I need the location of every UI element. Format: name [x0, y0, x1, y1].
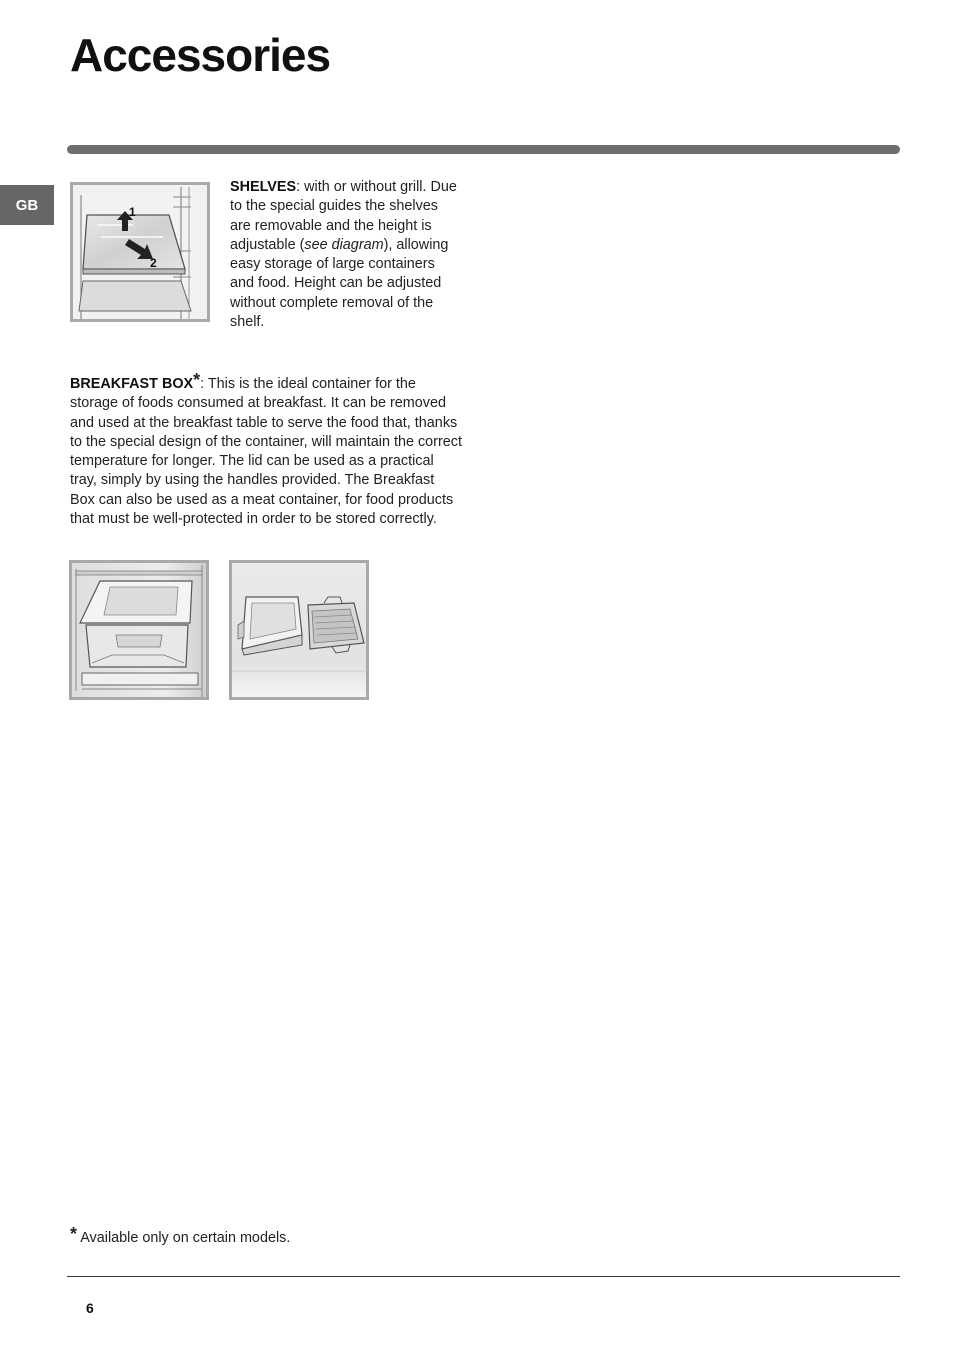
- page-title: Accessories: [70, 29, 331, 81]
- breakfast-box-description: [70, 371, 462, 529]
- breakfast-box-text: : This is the ideal container for the storage of foods consumed at breakfast. It can be removed and used at the breakfast table to serve the food that, thanks to the special design of the container, will maintain the correct temperature for longer. The lid can be used as a practical tray, simply by using the handles provided. The Breakfast Box can also be used as a meat container, for food products that must be well-protected in order to be stored correctly.: [70, 376, 462, 528]
- shelves-text-2: ), allowing easy storage of large containers and food. Height can be adjusted without complete removal of the shelf.: [230, 236, 449, 331]
- footnote-text: Available only on certain models.: [77, 1230, 291, 1246]
- language-tab: GB: [0, 185, 54, 225]
- shelves-text-1: : with or without grill. Due to the special guides the shelves are removable and the height is adjustable (: [230, 179, 457, 253]
- breakfast-box-label: BREAKFAST BOX: [70, 376, 194, 392]
- breakfast-box-installed-image: [69, 560, 209, 700]
- footnote: [70, 1224, 290, 1246]
- footnote-asterisk: *: [70, 1224, 78, 1244]
- shelves-label: SHELVES: [230, 179, 297, 195]
- shelves-diagram: [70, 182, 210, 322]
- diagram-step-2: 2: [150, 256, 157, 270]
- header-divider: [67, 145, 900, 154]
- shelves-description: [230, 178, 462, 332]
- shelves-text-italic: see diagram: [304, 236, 384, 253]
- footer-divider: [67, 1276, 900, 1277]
- page-number: 6: [86, 1300, 94, 1316]
- breakfast-box-asterisk: *: [193, 370, 201, 390]
- breakfast-box-lid-image: [229, 560, 369, 700]
- diagram-step-1: 1: [129, 205, 136, 219]
